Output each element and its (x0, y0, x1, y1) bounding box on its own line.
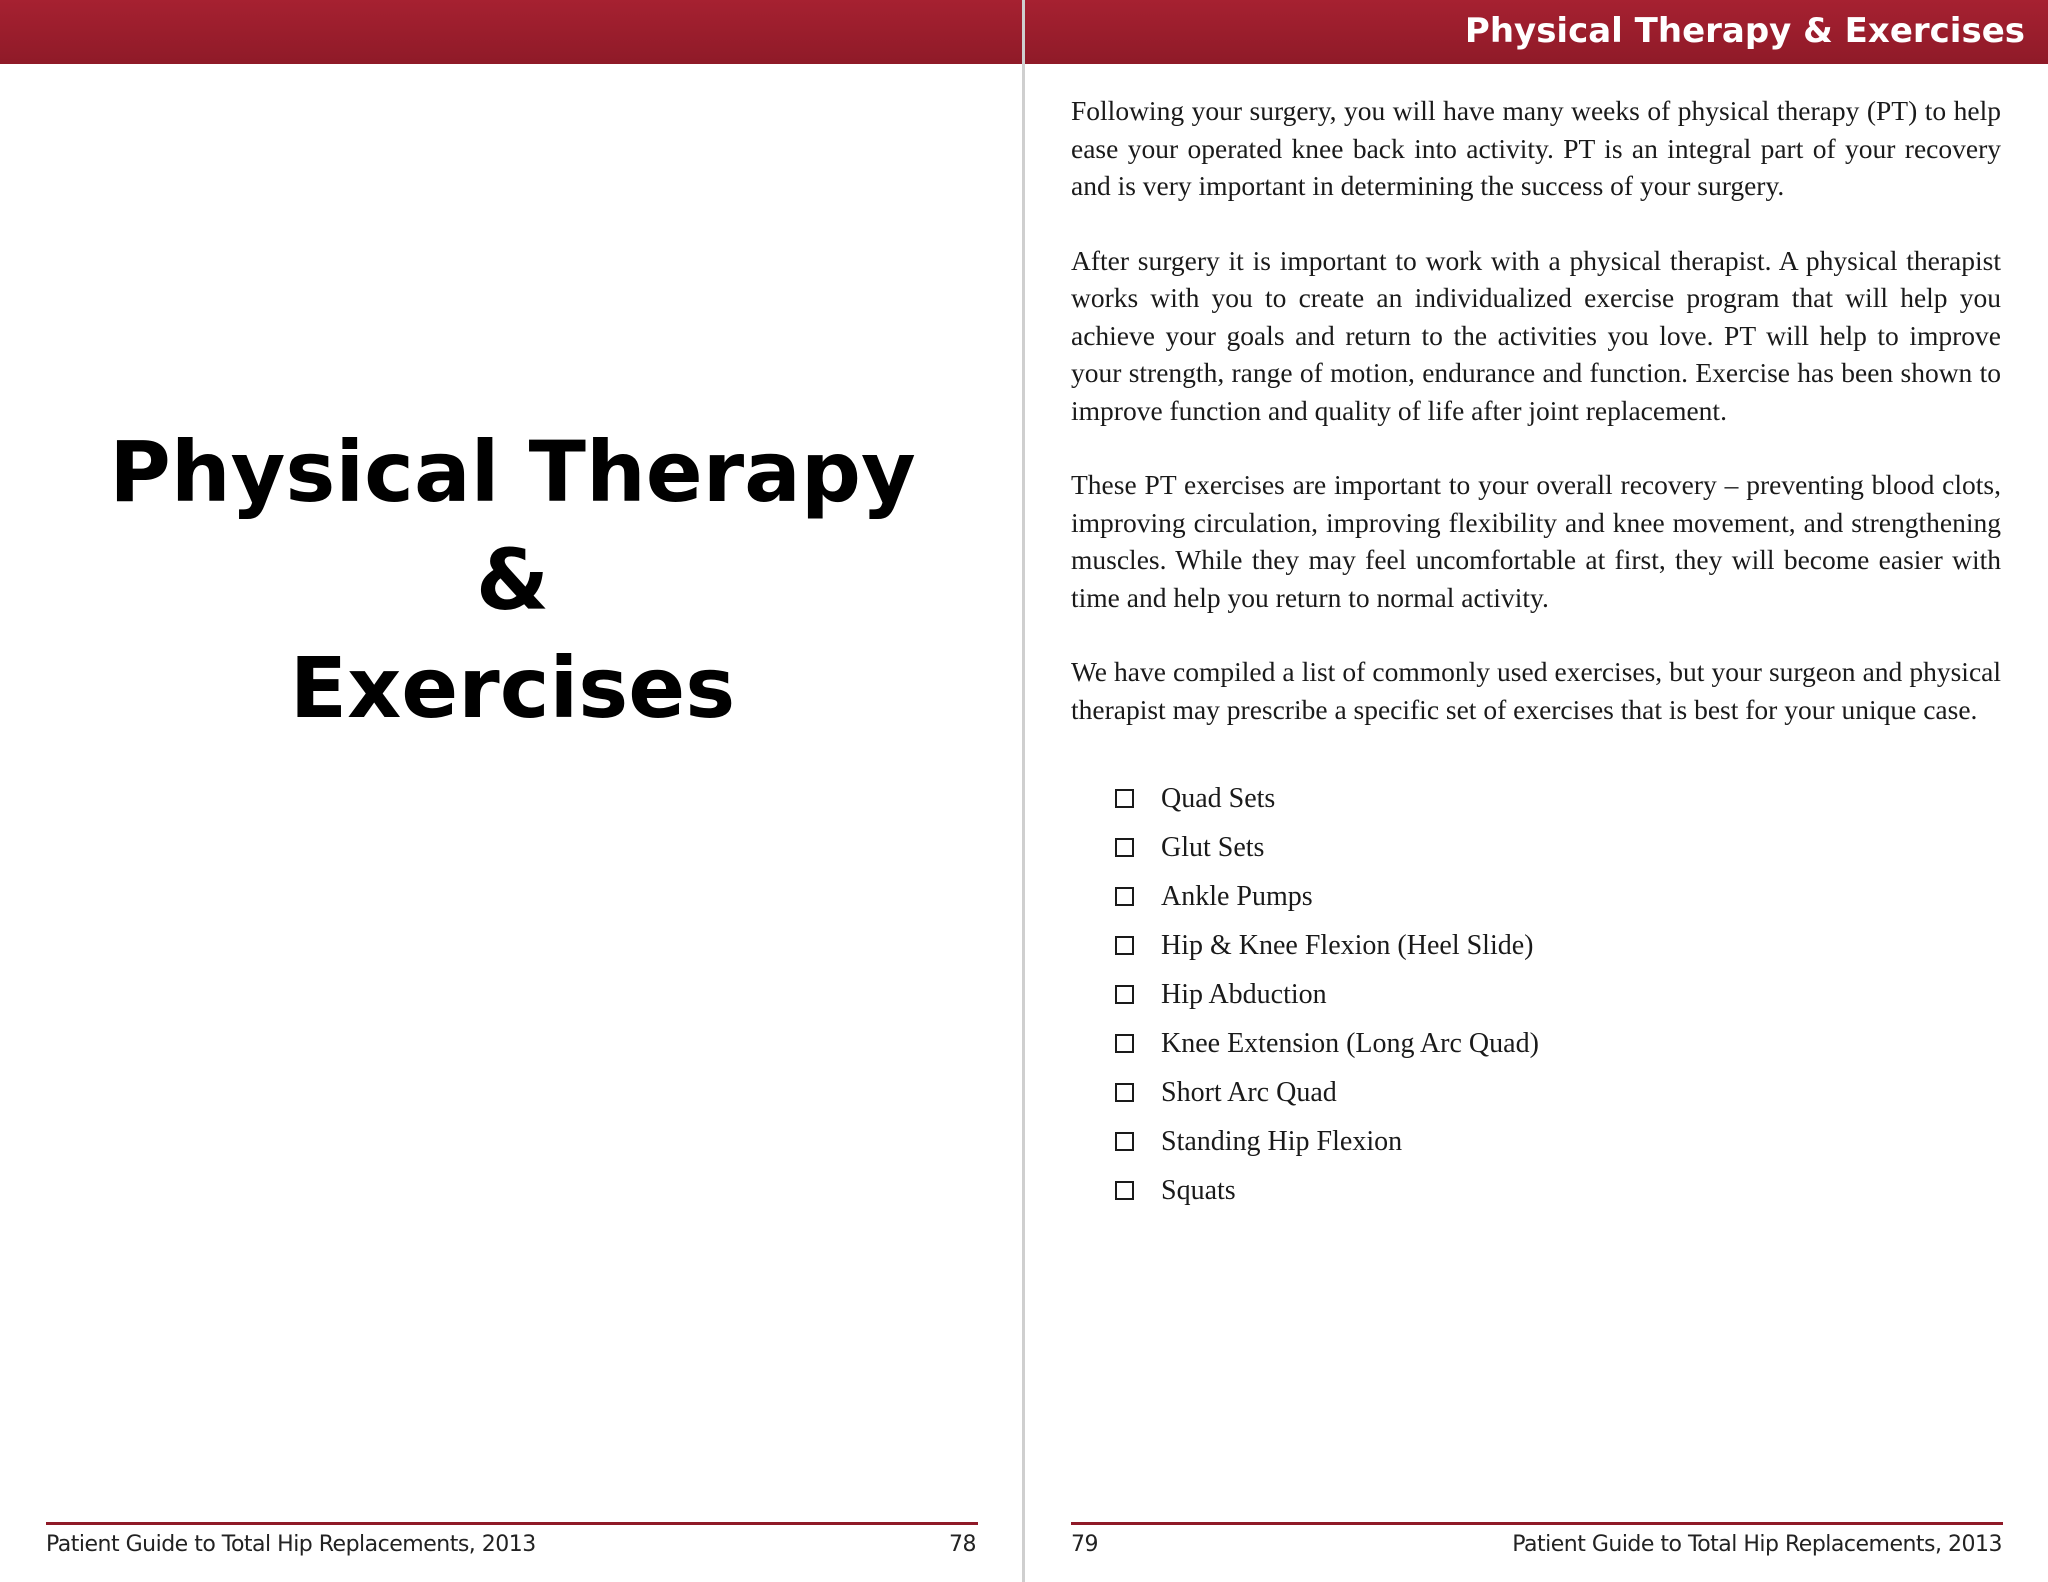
exercise-label: Ankle Pumps (1161, 880, 1313, 912)
exercise-label: Quad Sets (1161, 782, 1276, 814)
footer-rule-right (1071, 1522, 2003, 1525)
footer-guide-title-right: Patient Guide to Total Hip Replacements, 2013 (1512, 1532, 2002, 1557)
checkbox[interactable] (1115, 985, 1134, 1004)
paragraph-1: Following your surgery, you will have many weeks of physical therapy (PT) to help ease your operated knee back into activity. PT is an integral part of your recovery and is very important in determining the success of your surgery. (1071, 95, 2001, 201)
paragraph-2: After surgery it is important to work with a physical therapist. A physical therapist works with you to create an individualized exercise program that will help you achieve your goals and return to the activities you love. PT will help to improve your strength, range of motion, endurance and function. Exercise has been shown to improve function and quality of life after joint replacement. (1071, 244, 2001, 426)
header-band-left (0, 0, 1022, 64)
checklist-item (1115, 872, 2001, 921)
paragraph-4: We have compiled a list of commonly used exercises, but your surgeon and physical therapist may prescribe a specific set of exercises that is best for your unique case. (1071, 656, 2001, 725)
checkbox[interactable] (1115, 789, 1134, 808)
right-page (1025, 0, 2048, 1582)
checklist-item (1115, 970, 2001, 1019)
footer-rule-left (46, 1522, 978, 1525)
paragraph-3: These PT exercises are important to your overall recovery – preventing blood clots, improving circulation, improving flexibility and knee movement, and strengthening muscles. While they may feel uncomfortable at first, they will become easier with time and help you return to normal activity. (1071, 469, 2001, 613)
checklist-item (1115, 1019, 2001, 1068)
exercise-label: Knee Extension (Long Arc Quad) (1161, 1027, 1539, 1059)
checklist-item (1115, 823, 2001, 872)
checklist-item (1115, 1068, 2001, 1117)
footer-guide-title-left: Patient Guide to Total Hip Replacements, 2013 (46, 1532, 536, 1557)
chapter-title (60, 418, 965, 742)
chapter-title-line1: Physical Therapy & (109, 423, 916, 629)
checkbox[interactable] (1115, 1034, 1134, 1053)
exercise-label: Short Arc Quad (1161, 1076, 1337, 1108)
exercise-label: Glut Sets (1161, 831, 1265, 863)
checklist-item (1115, 1117, 2001, 1166)
checklist-item (1115, 921, 2001, 970)
header-band-right (1025, 0, 2048, 64)
body-content (1071, 92, 2001, 1215)
checkbox[interactable] (1115, 887, 1134, 906)
exercise-label: Hip & Knee Flexion (Heel Slide) (1161, 929, 1534, 961)
checkbox[interactable] (1115, 1083, 1134, 1102)
exercise-label: Standing Hip Flexion (1161, 1125, 1403, 1157)
page-number-left: 78 (949, 1532, 976, 1557)
checklist-item (1115, 1166, 2001, 1215)
checkbox[interactable] (1115, 1181, 1134, 1200)
checkbox[interactable] (1115, 1132, 1134, 1151)
page-number-right: 79 (1071, 1532, 1098, 1557)
exercise-label: Squats (1161, 1174, 1236, 1206)
running-header-title: Physical Therapy & Exercises (1464, 11, 2025, 51)
exercise-label: Hip Abduction (1161, 978, 1327, 1010)
checkbox[interactable] (1115, 838, 1134, 857)
checklist-item (1115, 774, 2001, 823)
chapter-title-line2: Exercises (289, 639, 736, 737)
exercise-checklist (1071, 774, 2001, 1215)
checkbox[interactable] (1115, 936, 1134, 955)
left-page (0, 0, 1022, 1582)
